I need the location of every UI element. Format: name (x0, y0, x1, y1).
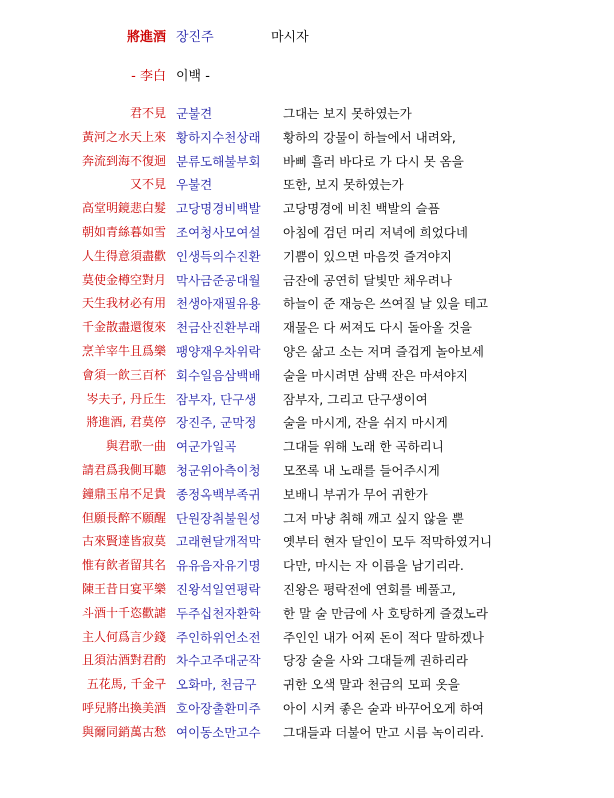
line-translation: 다만, 마시는 자 이름을 남기리라. (283, 558, 464, 574)
poem-line (0, 699, 614, 723)
poem-line (0, 318, 614, 342)
poem-line (0, 366, 614, 390)
line-hanja: 會須一飮三百杯 (81, 367, 166, 382)
line-hanja: 高堂明鏡悲白髮 (81, 201, 166, 216)
line-reading: 팽양재우차위락 (176, 343, 261, 359)
author-korean: 이백 - (176, 69, 210, 84)
poem-line (0, 175, 614, 199)
line-reading: 단원장취불원성 (176, 510, 261, 526)
line-hanja: 莫使金樽空對月 (81, 272, 166, 287)
line-reading: 고당명경비백발 (176, 201, 261, 217)
title-korean: 장진주 (176, 30, 214, 45)
line-reading: 막사금준공대월 (176, 272, 261, 288)
line-translation: 귀한 오색 말과 천금의 모피 옷을 (283, 677, 460, 693)
line-reading: 여이동소만고수 (176, 724, 261, 740)
line-hanja: 陳王昔日宴平樂 (81, 581, 166, 596)
line-hanja: 古來賢達皆寂莫 (81, 534, 166, 549)
line-reading: 주인하위언소전 (176, 629, 261, 645)
line-translation: 황하의 강물이 하늘에서 내려와, (283, 129, 456, 145)
line-reading: 잠부자, 단구생 (176, 391, 257, 407)
poem-line (0, 152, 614, 176)
poem-line (0, 199, 614, 223)
poem-line (0, 723, 614, 747)
poem-line (0, 556, 614, 580)
line-translation: 양은 삶고 소는 저며 즐겁게 놀아보세 (283, 343, 484, 359)
line-translation: 주인인 내가 어찌 돈이 적다 말하겠나 (283, 629, 484, 645)
line-hanja: 將進酒, 君莫停 (86, 415, 166, 430)
poem-body (0, 104, 614, 747)
line-translation: 또한, 보지 못하였는가 (283, 177, 404, 193)
line-hanja: 惟有飮者留其名 (81, 558, 166, 573)
line-reading: 황하지수천상래 (176, 129, 261, 145)
line-translation: 당장 술을 사와 그대들께 권하리라 (283, 653, 468, 669)
line-reading: 여군가일곡 (176, 439, 237, 455)
line-translation: 금잔에 공연히 달빛만 채우려나 (283, 272, 452, 288)
line-reading: 장진주, 군막정 (176, 415, 257, 431)
line-translation: 고당명경에 비친 백발의 슬픔 (283, 201, 440, 217)
line-reading: 회수일음삼백배 (176, 367, 261, 383)
poem-line (0, 294, 614, 318)
line-reading: 고래현달개적막 (176, 534, 261, 550)
poem-line (0, 437, 614, 461)
poem-line (0, 342, 614, 366)
author-row (0, 65, 614, 83)
line-reading: 두주십천자환학 (176, 605, 261, 621)
line-translation: 술을 마시려면 삼백 잔은 마셔야지 (283, 367, 468, 383)
line-reading: 분류도해불부회 (176, 153, 261, 169)
line-translation: 그대들과 더불어 만고 시름 녹이리라. (283, 724, 484, 740)
line-reading: 유유음자유기명 (176, 558, 261, 574)
poem-line (0, 651, 614, 675)
line-reading: 청군위아측이청 (176, 462, 261, 478)
line-hanja: 與爾同銷萬古愁 (81, 724, 166, 739)
poem-line (0, 485, 614, 509)
line-hanja: 黃河之水天上來 (81, 129, 166, 144)
line-hanja: 斗酒十千恣歡謔 (81, 605, 166, 620)
line-translation: 잠부자, 그리고 단구생이여 (283, 391, 428, 407)
line-translation: 재물은 다 써져도 다시 돌아올 것을 (283, 320, 472, 336)
poem-line (0, 390, 614, 414)
line-hanja: 岑夫子, 丹丘生 (86, 391, 166, 406)
poem-line (0, 675, 614, 699)
line-translation: 진왕은 평락전에 연회를 베풀고, (283, 581, 456, 597)
poem-line (0, 628, 614, 652)
line-hanja: 人生得意須盡歡 (81, 248, 166, 263)
title-hanja: 將進酒 (126, 30, 166, 45)
line-reading: 우불견 (176, 177, 213, 193)
poem-line (0, 128, 614, 152)
line-reading: 천금산진환부래 (176, 320, 261, 336)
line-reading: 오화마, 천금구 (176, 677, 257, 693)
line-hanja: 且須沽酒對君酌 (81, 653, 166, 668)
line-reading: 인생득의수진환 (176, 248, 261, 264)
line-hanja: 天生我材必有用 (81, 296, 166, 311)
poem-line (0, 247, 614, 271)
line-hanja: 千金散盡還復來 (81, 320, 166, 335)
line-hanja: 烹羊宰牛且爲樂 (81, 343, 166, 358)
line-translation: 한 말 술 만금에 사 호탕하게 즐겼노라 (283, 605, 488, 621)
line-hanja: 又不見 (129, 177, 166, 192)
line-hanja: 君不見 (129, 106, 166, 120)
line-translation: 옛부터 현자 달인이 모두 적막하였거니 (283, 534, 493, 550)
line-translation: 보배니 부귀가 무어 귀한가 (283, 486, 428, 502)
line-translation: 모쪼록 내 노래를 들어주시게 (283, 462, 440, 478)
line-hanja: 主人何爲言少錢 (81, 629, 166, 644)
title-row (0, 26, 614, 44)
poem-line (0, 223, 614, 247)
line-reading: 진왕석일연평락 (176, 581, 261, 597)
author-hanja: - 李白 (131, 69, 166, 84)
line-hanja: 奔流到海不復迴 (81, 153, 166, 168)
line-reading: 종정옥백부족귀 (176, 486, 261, 502)
line-hanja: 但願長醉不願醒 (81, 510, 166, 525)
poem-line (0, 271, 614, 295)
line-hanja: 呼兒將出換美酒 (81, 700, 166, 715)
poem-line (0, 532, 614, 556)
line-translation: 하늘이 준 재능은 쓰여질 날 있을 테고 (283, 296, 488, 312)
line-translation: 아침에 검던 머리 저녁에 희었다네 (283, 224, 468, 240)
line-translation: 바삐 흘러 바다로 가 다시 못 옴을 (283, 153, 464, 169)
line-reading: 차수고주대군작 (176, 653, 261, 669)
poem-line (0, 461, 614, 485)
line-reading: 조여청사모여설 (176, 224, 261, 240)
line-hanja: 請君爲我側耳聽 (81, 462, 166, 477)
line-reading: 군불견 (176, 106, 213, 121)
line-translation: 아이 시켜 좋은 술과 바꾸어오게 하여 (283, 700, 484, 716)
title-translation: 마시자 (271, 30, 309, 45)
poem-line (0, 413, 614, 437)
line-reading: 천생아재필유용 (176, 296, 261, 312)
line-reading: 호아장출환미주 (176, 700, 261, 716)
line-translation: 기쁨이 있으면 마음껏 즐겨야지 (283, 248, 452, 264)
line-translation: 그저 마냥 취해 깨고 싶지 않을 뿐 (283, 510, 464, 526)
poem-line (0, 580, 614, 604)
line-hanja: 鐘鼎玉帛不足貴 (81, 486, 166, 501)
line-translation: 그대들 위해 노래 한 곡하리니 (283, 439, 444, 455)
line-hanja: 朝如青絲暮如雪 (81, 224, 166, 239)
line-translation: 그대는 보지 못하였는가 (283, 106, 412, 121)
line-hanja: 五花馬, 千金구 (86, 677, 166, 692)
line-hanja: 與君歌一曲 (105, 439, 166, 454)
poem-line (0, 604, 614, 628)
poem-line (0, 509, 614, 533)
line-translation: 술을 마시게, 잔을 쉬지 마시게 (283, 415, 448, 431)
poem-line (0, 104, 614, 128)
